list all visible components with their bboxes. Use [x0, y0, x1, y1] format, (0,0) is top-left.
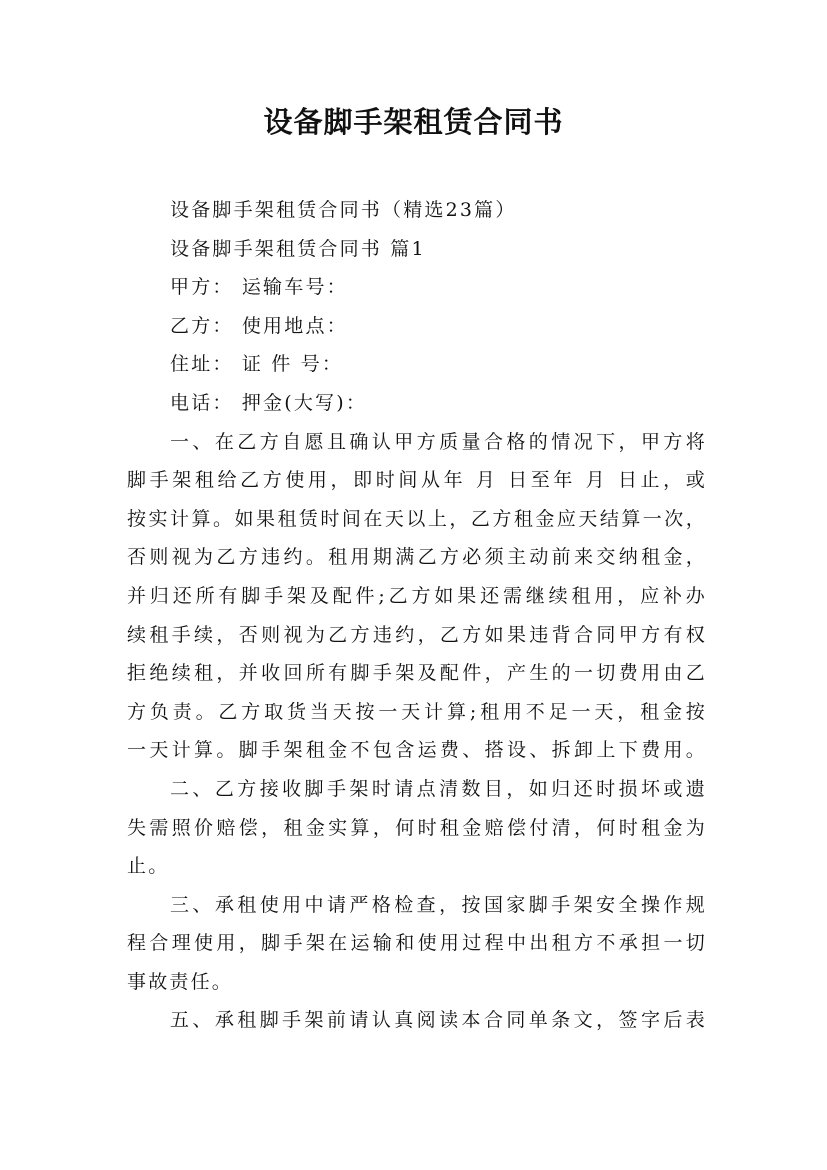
- clause-1-line-7: 拒绝续租，并收回所有脚手架及配件，产生的一切费用由乙: [127, 662, 707, 685]
- document-title: 设备脚手架租赁合同书: [263, 105, 564, 139]
- clause-1-line-1: 一、在乙方自愿且确认甲方质量合格的情况下，甲方将: [170, 430, 707, 453]
- clause-5-line-1: 五、承租脚手架前请认真阅读本合同单条文，签字后表: [170, 1009, 707, 1032]
- clause-2-line-2: 失需照价赔偿，租金实算，何时租金赔偿付清，何时租金为: [127, 816, 707, 839]
- clause-1-line-2: 脚手架租给乙方使用，即时间从年 月 日至年 月 日止，或: [127, 469, 707, 492]
- clause-1-line-8: 方负责。乙方取货当天按一天计算;租用不足一天，租金按: [127, 700, 707, 723]
- party-b-line: 乙方： 使用地点：: [170, 314, 348, 337]
- clause-1-line-5: 并归还所有脚手架及配件;乙方如果还需继续租用，应补办: [127, 584, 707, 607]
- section-heading-line: 设备脚手架租赁合同书 篇1: [170, 237, 426, 260]
- clause-3-line-2: 程合理使用，脚手架在运输和使用过程中出租方不承担一切: [127, 932, 707, 955]
- clause-1-line-6: 续租手续，否则视为乙方违约，乙方如果违背合同甲方有权: [127, 623, 707, 646]
- clause-1-line-3: 按实计算。如果租赁时间在天以上，乙方租金应天结算一次，: [127, 507, 707, 530]
- clause-2-line-1: 二、乙方接收脚手架时请点清数目，如归还时损坏或遗: [170, 777, 707, 800]
- clause-3-line-1: 三、承租使用中请严格检查，按国家脚手架安全操作规: [170, 893, 707, 916]
- clause-1-line-4: 否则视为乙方违约。租用期满乙方必须主动前来交纳租金，: [127, 546, 707, 569]
- clause-1-line-9: 一天计算。脚手架租金不包含运费、搭设、拆卸上下费用。: [127, 739, 707, 762]
- phone-line: 电话： 押金(大写)：: [170, 391, 368, 414]
- clause-3-line-3: 事故责任。: [127, 970, 234, 993]
- document-body: [127, 191, 707, 1040]
- clause-2-line-3: 止。: [127, 855, 170, 878]
- subtitle-line: 设备脚手架租赁合同书（精选23篇）: [170, 199, 517, 221]
- address-line: 住址： 证 件 号：: [170, 353, 344, 376]
- party-a-line: 甲方： 运输车号：: [170, 276, 348, 299]
